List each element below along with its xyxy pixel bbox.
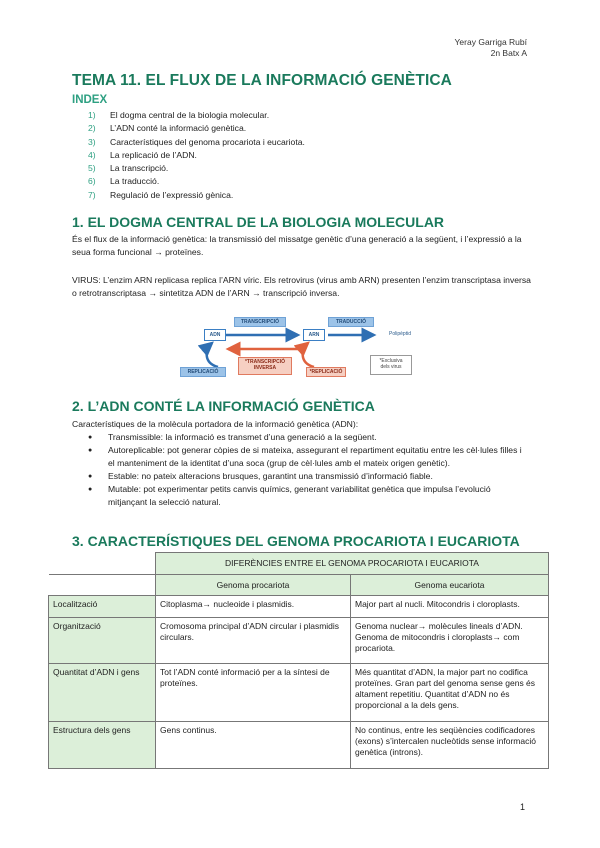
- section-1-paragraph: És el flux de la informació genètica: la transmissió del missatge genètic d’una generació a la següent, i l’expressió a la seua forma funcional → proteïnes.: [72, 234, 522, 257]
- rna-replication-label: *REPLICACIÓ: [306, 367, 346, 377]
- index-item: 1) El dogma central de la biologia molecular.: [88, 110, 270, 120]
- list-item: ● Mutable: pot experimentar petits canvis químics, generant variabilitat genètica que impulsa l’evolució mitjançant la selecció natural.: [88, 483, 528, 509]
- table-row: [49, 596, 549, 618]
- index-item: 7) Regulació de l’expressió gènica.: [88, 189, 234, 200]
- index-item: 2) L’ADN conté la informació genètica.: [88, 123, 247, 134]
- dna-replication-arrow: [207, 343, 218, 367]
- table-row: [49, 618, 549, 664]
- table-empty-cell: [49, 575, 156, 596]
- translation-label: TRADUCCIÓ: [328, 317, 374, 327]
- index-list: [88, 109, 305, 202]
- table-row: [49, 722, 549, 769]
- cell-eukaryote: Més quantitat d’ADN, la major part no codifica proteïnes. Gran part del genoma sense gens és altament repetitiu. Quantitat d’ADN no és proporcional a la dels gens.: [351, 664, 549, 722]
- table-caption: DIFERÈNCIES ENTRE EL GENOMA PROCARIOTA I EUCARIOTA: [156, 553, 549, 575]
- virus-note: *Exclusiva dels virus: [370, 355, 412, 375]
- index-item: 5) La transcripció.: [88, 163, 169, 174]
- index-item: 4) La replicació de l’ADN.: [88, 149, 197, 160]
- replication-label: REPLICACIÓ: [180, 367, 226, 377]
- central-dogma-diagram: [178, 315, 428, 381]
- rna-replication-arrow: [303, 343, 314, 367]
- adn-box: ADN: [204, 329, 226, 341]
- index-item: 6) La traducció.: [88, 176, 160, 187]
- row-label: Quantitat d’ADN i gens: [49, 664, 156, 722]
- dna-properties-list: [88, 431, 528, 509]
- table-empty-cell: [49, 553, 156, 575]
- virus-paragraph: VIRUS: L’enzim ARN replicasa replica l’ARN víric. Els retrovirus (virus amb ARN) presenten l’enzim transcriptasa inversa o retrotranscriptasa → sintetitza ADN de l’ARN → transcripció inversa.: [72, 275, 531, 298]
- column-header-eukaryote: Genoma eucariota: [351, 575, 549, 596]
- class-name: 2n Batx A: [490, 48, 527, 58]
- section-2-heading: 2. L’ADN CONTÉ LA INFORMACIÓ GENÈTICA: [72, 398, 375, 414]
- genome-comparison-table: [48, 552, 549, 769]
- list-item: ● Autoreplicable: pot generar còpies de si mateixa, assegurant el repartiment equitatiu entre les cèl·lules filles i el manteniment de la identitat d’una soca (grup de cèl·lules amb el mateix origen genètic).: [88, 444, 528, 470]
- cell-prokaryote: Cromosoma principal d’ADN circular i plasmidis circulars.: [156, 618, 351, 664]
- row-label: Organització: [49, 618, 156, 664]
- index-item: 3) Característiques del genoma procariota i eucariota.: [88, 136, 305, 147]
- section-2-intro: Característiques de la molècula portadora de la informació genètica (ADN):: [72, 419, 359, 429]
- cell-prokaryote: Tot l’ADN conté informació per a la síntesi de proteïnes.: [156, 664, 351, 722]
- page-header: [455, 37, 527, 59]
- cell-eukaryote: Major part al nucli. Mitocondris i cloroplasts.: [351, 596, 549, 618]
- column-header-prokaryote: Genoma procariota: [156, 575, 351, 596]
- arn-box: ARN: [303, 329, 325, 341]
- row-label: Estructura dels gens: [49, 722, 156, 769]
- document-title: TEMA 11. EL FLUX DE LA INFORMACIÓ GENÈTICA: [72, 72, 452, 89]
- section-1-heading: 1. EL DOGMA CENTRAL DE LA BIOLOGIA MOLECULAR: [72, 214, 445, 230]
- section-3-heading: 3. CARACTERÍSTIQUES DEL GENOMA PROCARIOTA I EUCARIOTA: [72, 533, 520, 549]
- transcription-label: TRANSCRIPCIÓ: [234, 317, 286, 327]
- cell-prokaryote: Citoplasma→ nucleoide i plasmidis.: [156, 596, 351, 618]
- reverse-transcription-label: *TRANSCRIPCIÓ INVERSA: [238, 357, 292, 375]
- row-label: Localització: [49, 596, 156, 618]
- cell-eukaryote: Genoma nuclear→ molècules lineals d’ADN. Genoma de mitocondris i cloroplasts→ com procariota.: [351, 618, 549, 664]
- list-item: ● Transmissible: la informació es transmet d’una generació a la següent.: [88, 431, 528, 444]
- index-heading: INDEX: [72, 94, 108, 106]
- list-item: ● Estable: no pateix alteracions brusques, garantint una transmissió d’informació fiable.: [88, 470, 528, 483]
- page-number: 1: [520, 802, 526, 812]
- cell-prokaryote: Gens continus.: [156, 722, 351, 769]
- cell-eukaryote: No continus, entre les seqüències codificadores (exons) s’intercalen nucleòtids sense informació genètica (introns).: [351, 722, 549, 769]
- author-name: Yeray Garriga Rubí: [454, 37, 527, 47]
- polypeptide-label: Polipèptid: [389, 331, 411, 337]
- table-row: [49, 664, 549, 722]
